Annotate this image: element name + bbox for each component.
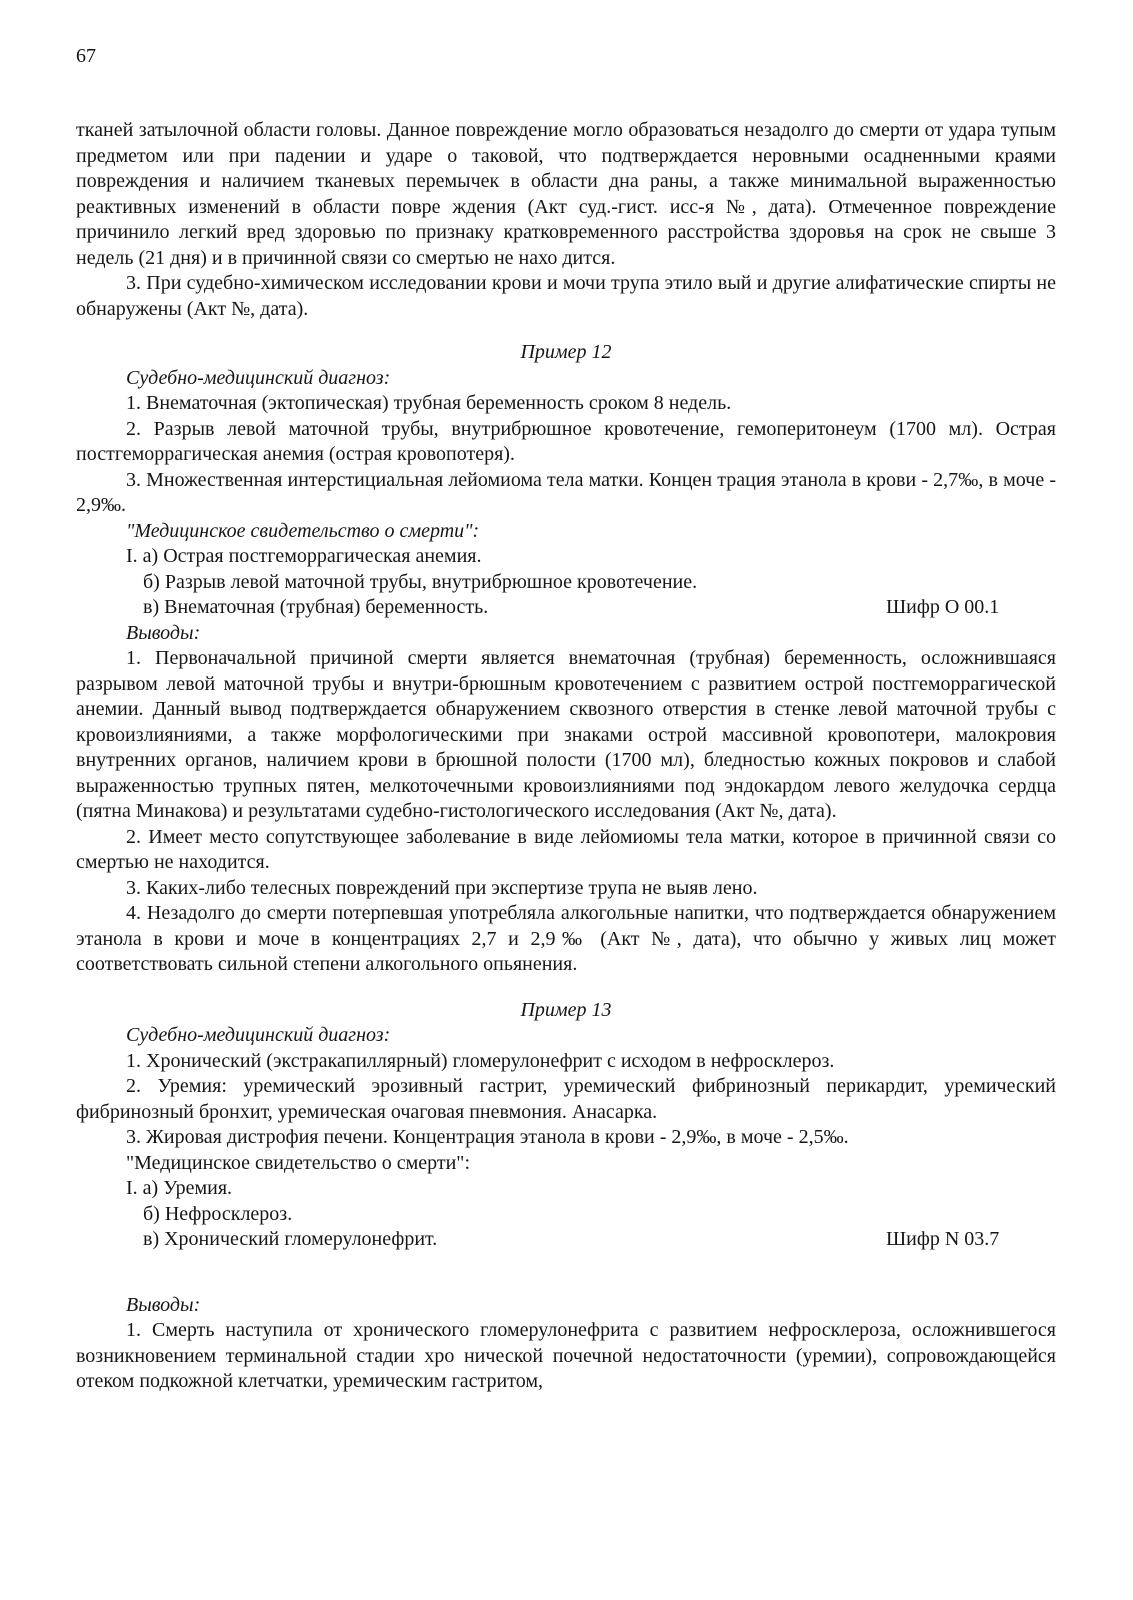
example-13-conclusions-label: Выводы: xyxy=(126,1293,201,1316)
example-13-certificate-label: "Медицинское свидетельство о смерти": xyxy=(126,1151,471,1174)
example-13-diagnosis-item: 3. Жировая дистрофия печени. Концентрация этанола в крови - 2,9‰, в моче - 2,5‰. xyxy=(126,1126,849,1148)
example-12-conclusion-item: 1. Первоначальной причиной смерти является внематочная (трубная) беременность, осложнившаяся разрывом левой маточной трубы и внутри-брюшным кровотечением с развитием острой постгеморрагической анемии. Данный вывод подтверждается обнаружением сквозного отверстия в стенке левой маточной трубы с кровоизлияниями, а также морфологическими при знаками острой массивной кровопотери, малокровия внутренних органов, наличием крови в брюшной полости (1700 мл), бледностью кожных покровов и слабой выраженностью трупных пятен, мелкоточечными кровоизлияниями под эндокардом левого желудочка сердца (пятна Минакова) и результатами судебно-гистологического исследования (Акт №, дата). xyxy=(76,647,1056,822)
example-12-certificate-line: б) Разрыв левой маточной трубы, внутрибрюшное кровотечение. xyxy=(143,570,698,593)
example-13-cipher-code: Шифр N 03.7 xyxy=(886,1228,1000,1250)
example-13-conclusion-item: 1. Смерть наступила от хронического гломерулонефрита с развитием нефросклероза, осложнившегося возникновением терминальной стадии хро нической почечной недостаточности (уремии), сопровождающейся отеком подкожной клетчатки, уремическим гастритом, xyxy=(76,1319,1056,1392)
example-13-diagnosis-label: Судебно-медицинский диагноз: xyxy=(126,1024,391,1046)
example-12-heading: Пример 12 xyxy=(520,341,612,363)
example-12-certificate-line-with-code xyxy=(76,595,1056,621)
example-12-cipher-code: Шифр О 00.1 xyxy=(886,596,1000,618)
example-12-certificate-line: I. а) Острая постгеморрагическая анемия. xyxy=(126,545,482,567)
example-12-certificate-line: в) Внематочная (трубная) беременность. xyxy=(143,596,489,618)
example-12-diagnosis-item: 2. Разрыв левой маточной трубы, внутрибрюшное кровотечение, гемоперитонеум (1700 мл). Острая постгеморрагическая анемия (острая кровопотеря). xyxy=(76,417,1056,465)
page-number: 67 xyxy=(76,45,96,67)
example-13-heading: Пример 13 xyxy=(520,998,612,1021)
example-13-certificate-line: в) Хронический гломерулонефрит. xyxy=(143,1228,438,1250)
example-12-certificate-label: "Медицинское свидетельство о смерти": xyxy=(126,519,480,542)
example-13-certificate-line-with-code xyxy=(76,1227,1056,1253)
intro-conclusion-3: 3. При судебно-химическом исследовании крови и мочи трупа этило вый и другие алифатические спирты не обнаружены (Акт №, дата). xyxy=(76,272,1056,320)
example-12-conclusion-item: 3. Каких-либо телесных повреждений при экспертизе трупа не выяв лено. xyxy=(126,876,758,899)
example-12-conclusion-item: 4. Незадолго до смерти потерпевшая употребляла алкогольные напитки, что подтверждается обнаружением этанола в крови и моче в концентрациях 2,7 и 2,9‰ (Акт №, дата), что обычно у живых лиц может соответствовать сильной степени алкогольного опьянения. xyxy=(76,902,1056,975)
example-12-diagnosis-item: 3. Множественная интерстициальная лейомиома тела матки. Концен трация этанола в крови - 2,7‰, в моче - 2,9‰. xyxy=(76,468,1056,516)
intro-paragraph: тканей затылочной области головы. Данное повреждение могло образоваться незадолго до смерти от удара тупым предметом или при падении и ударе о таковой, что подтверждается неровными осадненными краями повреждения и наличием тканевых перемычек в области дна раны, а также минимальной выраженностью реактивных изменений в области повре ждения (Акт суд.-гист. исс-я №, дата). Отмеченное повреждение причинило легкий вред здоровью по признаку кратковременного расстройства здоровья на срок не свыше 3 недель (21 дня) и в причинной связи со смертью не нахо дится. xyxy=(76,119,1056,269)
example-12-conclusion-item: 2. Имеет место сопутствующее заболевание в виде лейомиомы тела матки, которое в причинной связи со смертью не находится. xyxy=(76,825,1056,873)
example-13-diagnosis-item: 2. Уремия: уремический эрозивный гастрит, уремический фибринозный перикардит, уремический фибринозный бронхит, уремическая очаговая пневмония. Анасарка. xyxy=(76,1075,1056,1123)
example-13-certificate-line: I. а) Уремия. xyxy=(126,1177,233,1199)
example-12-diagnosis-item: 1. Внематочная (эктопическая) трубная беременность сроком 8 недель. xyxy=(126,392,732,414)
example-13-diagnosis-item: 1. Хронический (экстракапиллярный) гломерулонефрит с исходом в нефросклероз. xyxy=(126,1049,835,1072)
example-12-diagnosis-label: Судебно-медицинский диагноз: xyxy=(126,366,391,389)
example-13-certificate-line: б) Нефросклероз. xyxy=(143,1202,293,1225)
example-12-conclusions-label: Выводы: xyxy=(126,621,201,644)
page-body xyxy=(76,118,1056,1395)
